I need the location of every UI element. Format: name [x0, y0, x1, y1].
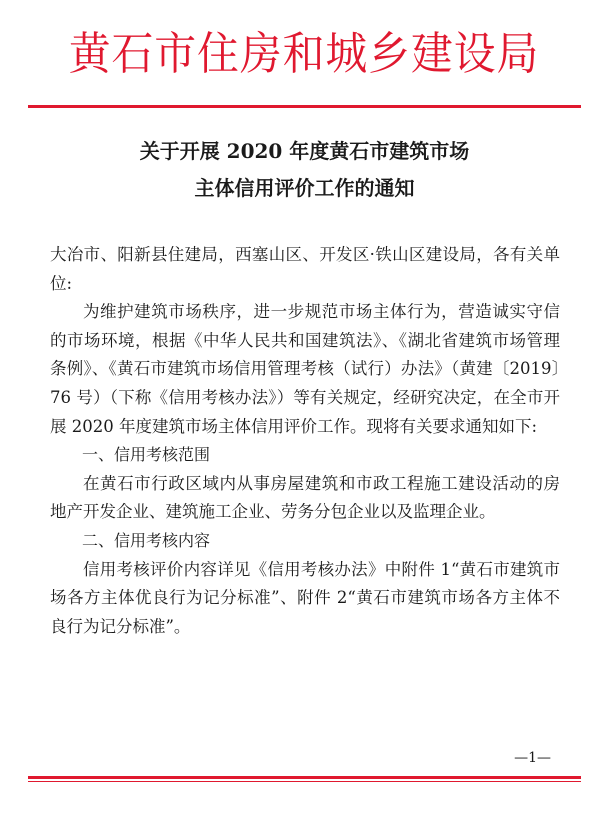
document-title — [0, 133, 609, 207]
addressee-paragraph: 大冶市、阳新县住建局，西塞山区、开发区·铁山区建设局，各有关单位: — [50, 245, 560, 293]
document-body — [50, 241, 560, 641]
letterhead — [0, 24, 609, 88]
letterhead-red-rule — [28, 105, 581, 108]
section-1-paragraph: 在黄石市行政区域内从事房屋建筑和市政工程施工建设活动的房地产开发企业、建筑施工企业、劳务分包企业以及监理企业。 — [50, 473, 560, 522]
section-1-heading: 一、信用考核范围 — [82, 445, 211, 465]
letterhead-org-name: 黄石市住房和城乡建设局 — [69, 27, 540, 80]
title-line-2: 主体信用评价工作的通知 — [194, 176, 415, 200]
section-2-paragraph: 信用考核评价内容详见《信用考核办法》中附件 1“黄石市建筑市场各方主体优良行为记分标准”、附件 2“黄石市建筑市场各方主体不良行为记分标准”。 — [50, 559, 560, 636]
footer-red-rule — [28, 776, 581, 779]
page-number: —1— — [514, 750, 551, 766]
intro-paragraph: 为维护建筑市场秩序，进一步规范市场主体行为，营造诚实守信的市场环境，根据《中华人民共和国建筑法》、《湖北省建筑市场管理条例》、《黄石市建筑市场信用管理考核（试行）办法》（黄建〔2019〕76 号）（下称《信用考核办法》）等有关规定，经研究决定，在全市开展 2020 年度建筑市场主体信用评价工作。现将有关要求通知如下: — [50, 302, 560, 436]
footer-red-rule-thin — [28, 781, 581, 782]
section-2-heading: 二、信用考核内容 — [82, 530, 211, 550]
title-line-1: 关于开展 2020 年度黄石市建筑市场 — [139, 139, 470, 163]
